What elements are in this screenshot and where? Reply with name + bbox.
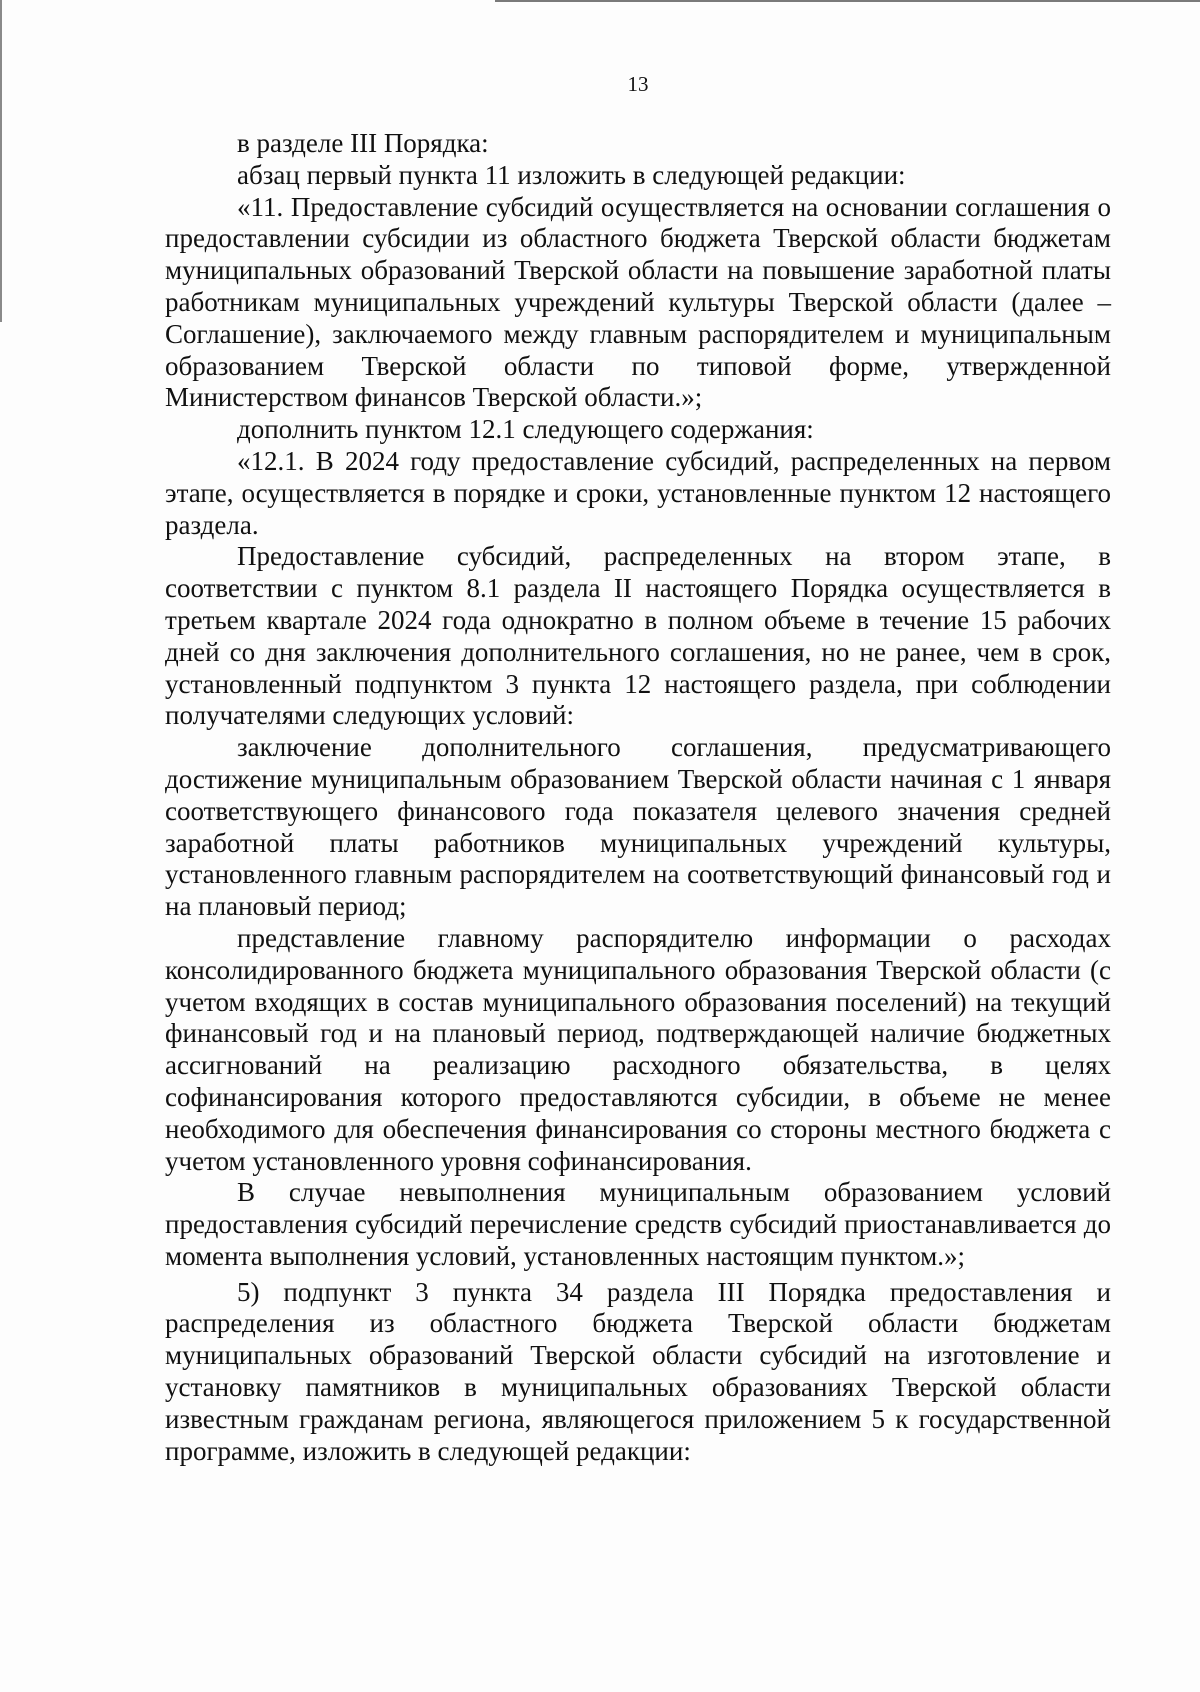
page-number: 13: [627, 72, 649, 96]
paragraph-section-iii-intro: в разделе III Порядка:: [237, 128, 489, 158]
paragraph-subitem-5: 5) подпункт 3 пункта 34 раздела III Порядка предоставления и распределения из областного бюджета Тверской области бюджетам муниципальных образований Тверской области субсидий на изготовление и установку памятников в муниципальных образованиях Тверской области известным гражданам региона, являющегося приложением 5 к государственной программе, изложить в следующей редакции:: [165, 1276, 1111, 1466]
paragraph-item-11-instruction: абзац первый пункта 11 изложить в следующей редакции:: [237, 159, 906, 190]
paragraph-item-11-text: «11. Предоставление субсидий осуществляется на основании соглашения о предоставлении субсидии из областного бюджета Тверской области бюджетам муниципальных образований Тверской области на повышение заработной платы работникам муниципальных учреждений культуры Тверской области (далее – Соглашение), заключаемого между главным распорядителем и муниципальным образованием Тверской области по типовой форме, утвержденной Министерством финансов Тверской области.»;: [165, 191, 1111, 413]
paragraph-second-stage: Предоставление субсидий, распределенных на втором этапе, в соответствии с пунктом 8.1 раздела II настоящего Порядка осуществляется в третьем квартале 2024 года однократно в полном объеме в течение 15 рабочих дней со дня заключения дополнительного соглашения, но не ранее, чем в срок, установленный подпунктом 3 пункта 12 настоящего раздела, при соблюдении получателями следующих условий:: [165, 541, 1111, 731]
paragraph-non-compliance: В случае невыполнения муниципальным образованием условий предоставления субсидий перечисление средств субсидий приостанавливается до момента выполнения условий, установленных настоящим пунктом.»;: [165, 1177, 1111, 1271]
paragraph-condition-agreement: заключение дополнительного соглашения, предусматривающего достижение муниципальным образованием Тверской области начиная с 1 января соответствующего финансового года показателя целевого значения средней заработной платы работников муниципальных учреждений культуры, установленного главным распорядителем на соответствующий финансовый год и на плановый период;: [165, 732, 1111, 922]
document-body: [165, 128, 1111, 1467]
paragraph-item-12-1-instruction: дополнить пунктом 12.1 следующего содержания:: [237, 414, 814, 445]
scan-edge-left: [0, 0, 2, 322]
scan-edge-top: [495, 0, 1200, 2]
paragraph-item-12-1-text: «12.1. В 2024 году предоставление субсидий, распределенных на первом этапе, осуществляется в порядке и сроки, установленные пунктом 12 настоящего раздела.: [165, 445, 1111, 540]
paragraph-condition-expenses: представление главному распорядителю информации о расходах консолидированного бюджета муниципального образования Тверской области (с учетом входящих в состав муниципального образования поселений) на текущий финансовый год и на плановый период, подтверждающей наличие бюджетных ассигнований на реализацию расходного обязательства, в целях софинансирования которого предоставляются субсидии, в объеме не менее необходимого для обеспечения финансирования со стороны местного бюджета с учетом установленного уровня софинансирования.: [165, 922, 1111, 1176]
